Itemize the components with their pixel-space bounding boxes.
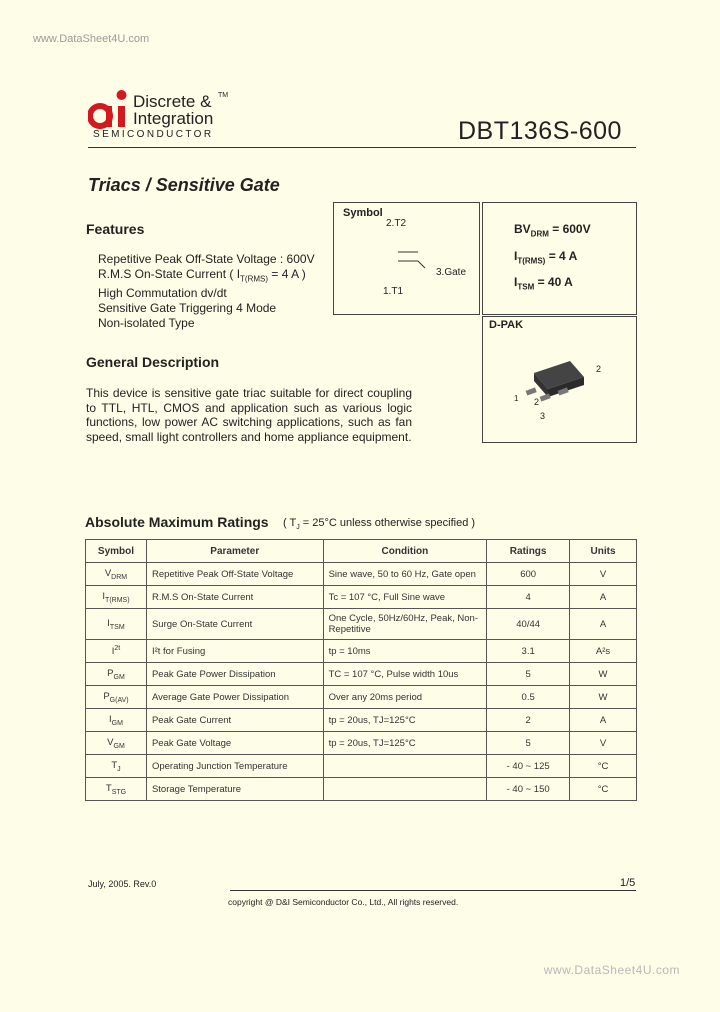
cell-condition: tp = 10ms: [323, 640, 487, 663]
cell-rating: - 40 ~ 150: [487, 778, 570, 801]
symbol-t1-label: 1.T1: [383, 286, 404, 297]
cell-parameter: Surge On-State Current: [146, 609, 323, 640]
cell-rating: 40/44: [487, 609, 570, 640]
symbol-title: Symbol: [343, 207, 383, 219]
spec-itsm: $I_{TSM} = 40$ A: [514, 275, 573, 292]
col-symbol: Symbol: [86, 540, 147, 563]
table-row: [86, 663, 637, 686]
cell-parameter: R.M.S On-State Current: [146, 586, 323, 609]
cell-unit: A: [570, 609, 637, 640]
part-number: DBT136S-600: [458, 117, 622, 145]
cell-unit: V: [570, 563, 637, 586]
watermark-bottom: www.DataSheet4U.com: [543, 963, 680, 977]
page-title: Triacs / Sensitive Gate: [88, 175, 280, 195]
cell-rating: 0.5: [487, 686, 570, 709]
cell-symbol: $V_{DRM}$: [86, 563, 147, 586]
cell-symbol: $I_{TSM}$: [86, 609, 147, 640]
feature-item: R.M.S On-State Current ( $I_{T(RMS)} = 4$ A ): [98, 267, 306, 284]
brand-logo-icon: [88, 86, 130, 132]
footer-copyright: copyright @ D&I Semiconductor Co., Ltd., All rights reserved.: [228, 897, 459, 907]
package-pin1-label: 1: [514, 394, 519, 403]
cell-unit: V: [570, 732, 637, 755]
dpak-package-icon: [520, 355, 600, 410]
features-list: [98, 252, 315, 331]
brand-sub: SEMICONDUCTOR: [93, 129, 214, 140]
ratings-heading: Absolute Maximum Ratings: [85, 514, 269, 530]
package-pin2-label: 2: [596, 364, 602, 374]
cell-unit: A²s: [570, 640, 637, 663]
table-header-row: [86, 540, 637, 563]
feature-item: Non-isolated Type: [98, 316, 195, 331]
spec-bvdrm: $BV_{DRM} = 600V$: [514, 222, 591, 239]
cell-condition: TC = 107 °C, Pulse width 10us: [323, 663, 487, 686]
cell-symbol: $I^{2t}$: [86, 640, 147, 663]
spec-itrms: $I_{T(RMS)} = 4$ A: [514, 249, 578, 266]
cell-parameter: Average Gate Power Dissipation: [146, 686, 323, 709]
cell-unit: W: [570, 663, 637, 686]
table-row: [86, 686, 637, 709]
package-pin2b-label: 2: [534, 397, 540, 407]
cell-parameter: Repetitive Peak Off-State Voltage: [146, 563, 323, 586]
cell-parameter: Peak Gate Current: [146, 709, 323, 732]
cell-symbol: $T_{STG}$: [86, 778, 147, 801]
cell-parameter: Storage Temperature: [146, 778, 323, 801]
symbol-gate-label: 3.Gate: [436, 267, 467, 278]
cell-rating: 5: [487, 732, 570, 755]
cell-condition: One Cycle, 50Hz/60Hz, Peak, Non-Repetitive: [323, 609, 487, 640]
cell-condition: Over any 20ms period: [323, 686, 487, 709]
cell-symbol: $T_J$: [86, 755, 147, 778]
cell-condition: Tc = 107 °C, Full Sine wave: [323, 586, 487, 609]
brand-tm: TM: [218, 92, 229, 99]
table-row: [86, 732, 637, 755]
cell-condition: Sine wave, 50 to 60 Hz, Gate open: [323, 563, 487, 586]
ratings-table: [85, 539, 637, 801]
cell-condition: tp = 20us, TJ=125°C: [323, 709, 487, 732]
cell-parameter: Peak Gate Voltage: [146, 732, 323, 755]
cell-unit: A: [570, 709, 637, 732]
cell-rating: 2: [487, 709, 570, 732]
cell-condition: tp = 20us, TJ=125°C: [323, 732, 487, 755]
cell-rating: 4: [487, 586, 570, 609]
symbol-t2-label: 2.T2: [386, 218, 407, 229]
col-ratings: Ratings: [487, 540, 570, 563]
general-heading: General Description: [86, 354, 220, 370]
cell-unit: A: [570, 586, 637, 609]
cell-rating: - 40 ~ 125: [487, 755, 570, 778]
table-row: [86, 640, 637, 663]
footer-date: July, 2005. Rev.0: [88, 879, 157, 889]
footer-page: 1/5: [620, 877, 636, 889]
cell-symbol: $V_{GM}$: [86, 732, 147, 755]
cell-condition: [323, 778, 487, 801]
table-row: [86, 755, 637, 778]
cell-symbol: $I_{GM}$: [86, 709, 147, 732]
ratings-condition-note: ( $T_J = 25^\circ C$ unless otherwise specified ): [283, 517, 476, 532]
cell-rating: 3.1: [487, 640, 570, 663]
col-units: Units: [570, 540, 637, 563]
col-condition: Condition: [323, 540, 487, 563]
table-row: [86, 586, 637, 609]
col-parameter: Parameter: [146, 540, 323, 563]
cell-parameter: Operating Junction Temperature: [146, 755, 323, 778]
cell-unit: W: [570, 686, 637, 709]
feature-item: Sensitive Gate Triggering 4 Mode: [98, 301, 277, 316]
table-row: [86, 709, 637, 732]
cell-symbol: $P_{G(AV)}$: [86, 686, 147, 709]
cell-condition: [323, 755, 487, 778]
package-title: D-PAK: [489, 319, 524, 331]
package-pin3-label: 3: [540, 411, 546, 421]
brand-line2: Integration: [133, 109, 214, 128]
table-row: [86, 563, 637, 586]
cell-unit: °C: [570, 778, 637, 801]
general-text: This device is sensitive gate triac suitable for direct coupling to TTL, HTL, CMOS and application such as various logic functions, low power AC switching applications, such as fan speed, small light controllers and home appliance equipment.: [86, 386, 412, 444]
cell-symbol: $I_{T(RMS)}$: [86, 586, 147, 609]
cell-unit: °C: [570, 755, 637, 778]
triac-symbol-icon: [395, 248, 435, 272]
cell-rating: 600: [487, 563, 570, 586]
cell-symbol: $P_{GM}$: [86, 663, 147, 686]
feature-item: Repetitive Peak Off-State Voltage : 600V: [98, 252, 315, 266]
feature-item: High Commutation dv/dt: [98, 286, 227, 301]
header-divider: [88, 147, 636, 148]
footer-divider: [230, 890, 636, 891]
table-row: [86, 778, 637, 801]
watermark-top: www.DataSheet4U.com: [33, 33, 150, 45]
features-heading: Features: [86, 221, 145, 237]
brand-line1: Discrete &: [133, 92, 212, 111]
table-row: [86, 609, 637, 640]
cell-rating: 5: [487, 663, 570, 686]
cell-parameter: Peak Gate Power Dissipation: [146, 663, 323, 686]
cell-parameter: I²t for Fusing: [146, 640, 323, 663]
